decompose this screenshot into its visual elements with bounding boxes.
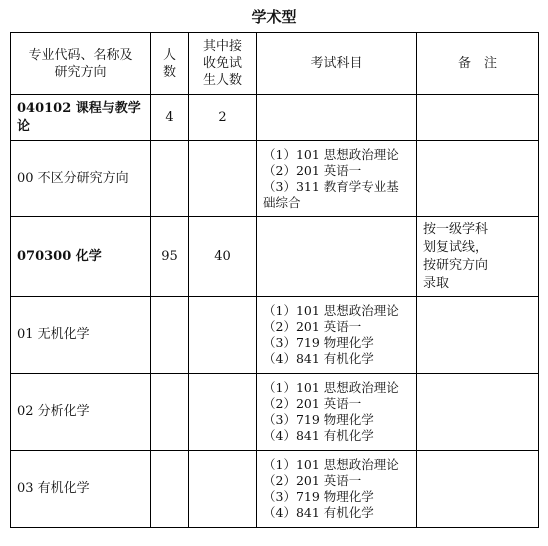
exempt-cell: 2: [189, 95, 257, 141]
subject-line: （2）201 英语一: [263, 162, 362, 178]
subject-line: （2）201 英语一: [263, 396, 362, 411]
subject-line: （4）841 有机化学: [263, 428, 374, 443]
major-cell: 00 不区分研究方向: [11, 141, 151, 217]
remarks-cell: [417, 141, 539, 217]
count-cell: [151, 297, 189, 374]
major-cell: 040102 课程与教学论: [11, 95, 151, 141]
exempt-cell: [189, 297, 257, 374]
header-major: [11, 33, 151, 95]
subject-line: （4）841 有机化学: [263, 351, 374, 366]
subject-line: （2）201 英语一: [263, 319, 362, 334]
header-exempt-line-3: 生人数: [202, 73, 242, 88]
subject-line: （2）201 英语一: [263, 473, 362, 488]
header-count: [151, 33, 189, 95]
header-subjects: 考试科目: [257, 33, 417, 95]
header-major-line-1: 专业代码、名称及: [28, 47, 133, 63]
header-row: [11, 33, 539, 95]
major-cell: 02 分析化学: [11, 374, 151, 451]
major-cell: 01 无机化学: [11, 297, 151, 374]
remarks-cell: [417, 374, 539, 451]
exempt-cell: [189, 451, 257, 528]
major-cell: 03 有机化学: [11, 451, 151, 528]
header-exempt: [189, 33, 257, 95]
table-row: [11, 141, 539, 217]
header-exempt-line-2: 收免试: [202, 56, 242, 71]
major-cell: 070300 化学: [11, 217, 151, 297]
header-major-line-2: 研究方向: [54, 64, 107, 80]
header-remarks: 备 注: [417, 33, 539, 95]
remark-line: 划复试线，: [423, 240, 489, 255]
subject-line: （1）101 思想政治理论: [263, 457, 399, 472]
count-cell: [151, 141, 189, 217]
subject-line: 础综合: [263, 194, 301, 210]
remark-line: 按研究方向: [423, 258, 489, 273]
exempt-cell: [189, 141, 257, 217]
header-count-line-1: 人: [162, 47, 176, 63]
subjects-cell: [257, 141, 417, 217]
remark-line: 录取: [423, 276, 450, 291]
remarks-cell: [417, 217, 539, 297]
remark-line: 按一级学科: [423, 222, 489, 237]
subject-line: （1）101 思想政治理论: [263, 380, 399, 395]
subjects-cell: [257, 297, 417, 374]
table-row: [11, 297, 539, 374]
subject-line: （3）719 物理化学: [263, 489, 374, 504]
exempt-cell: [189, 374, 257, 451]
exempt-cell: 40: [189, 217, 257, 297]
count-cell: [151, 374, 189, 451]
admissions-table: [10, 32, 539, 528]
subjects-cell: [257, 217, 417, 297]
header-exempt-line-1: 其中接: [202, 39, 242, 54]
subjects-cell: [257, 95, 417, 141]
subject-line: （1）101 思想政治理论: [263, 303, 399, 318]
remarks-cell: [417, 95, 539, 141]
subject-line: （3）311 教育学专业基: [263, 178, 399, 194]
subjects-cell: [257, 451, 417, 528]
remarks-cell: [417, 451, 539, 528]
table-row: [11, 217, 539, 297]
subject-line: （3）719 物理化学: [263, 335, 374, 350]
header-count-line-2: 数: [162, 64, 176, 80]
page-title: 学术型: [251, 8, 297, 26]
count-cell: [151, 451, 189, 528]
subject-line: （1）101 思想政治理论: [263, 146, 399, 162]
remarks-cell: [417, 297, 539, 374]
count-cell: 4: [151, 95, 189, 141]
count-cell: 95: [151, 217, 189, 297]
table-row: [11, 95, 539, 141]
subject-line: （4）841 有机化学: [263, 505, 374, 520]
subjects-cell: [257, 374, 417, 451]
table-row: [11, 451, 539, 528]
subject-line: （3）719 物理化学: [263, 412, 374, 427]
table-row: [11, 374, 539, 451]
